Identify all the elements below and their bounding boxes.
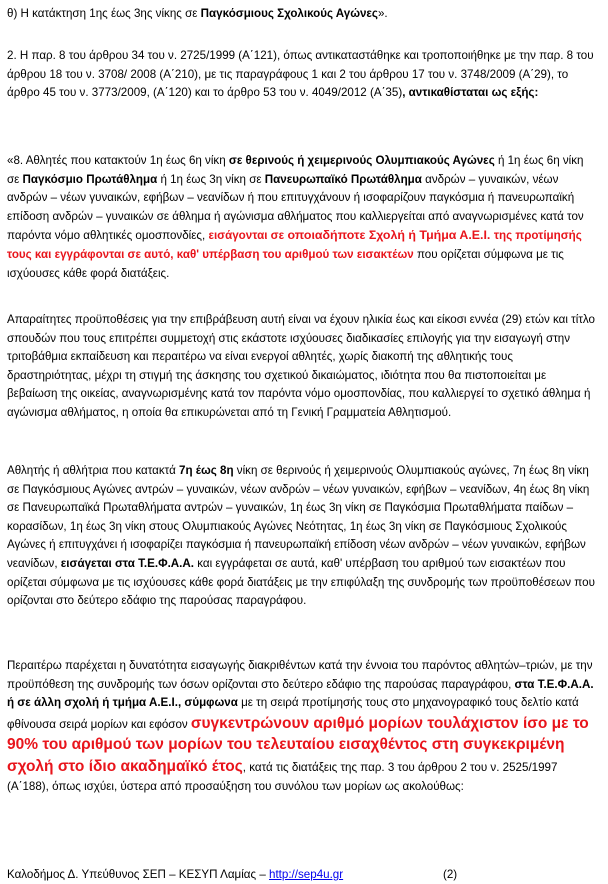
paragraph-further — [7, 657, 597, 796]
p8-text-a: «8. Αθλητές που κατακτούν 1η έως 6η νίκη — [7, 154, 229, 167]
further-text-a: Περαιτέρω παρέχεται η δυνατότητα εισαγωγής διακριθέντων κατά την έννοια του παρόντος αθλητών–τριών, με την προϋπόθεση της συνδρομής των όσων ορίζονται στο δεύτερο εδάφιο της παρούσας παραγράφου, — [7, 659, 593, 691]
paragraph-2 — [7, 47, 597, 103]
paragraph-8 — [7, 152, 597, 283]
p8-world-bold: Παγκόσμιο Πρωτάθλημα — [22, 172, 158, 186]
athlete-bold-tefaa: εισάγεται στα Τ.Ε.Φ.Α.Α. — [60, 556, 194, 570]
page-footer — [7, 868, 458, 881]
athlete-text-c: νίκη σε θερινούς ή χειμερινούς Ολυμπιακούς αγώνες, 7η έως 8η νίκη σε Παγκόσμιους Αγώνες αντρών – γυναικών, νέων ανδρών – νέων γυναικών, εφήβων – νεανίδων, 4η έως 8η νίκη σε Πανευρωπαϊκά Πρωταθλήματα αντρών – γυναικών, 1η έως 3η νίκη σε Παγκόσμια Πρωταθλήματα παίδων – κορασίδων, 1η έως 3η νίκη στους Ολυμπιακούς Αγώνες Νεότητας, 1η έως 3η νίκη σε Παγκόσμιους Σχολικούς Αγώνες ή επιτυγχάνει ή ισοφαρίζει παγκόσμια ή πανευρωπαϊκή επίδοση νέων ανδρών – νέων γυναικών, εφήβων νεανίδων, — [7, 464, 590, 570]
prereq-text: Απαραίτητες προϋποθέσεις για την επιβράβευση αυτή είναι να έχουν ηλικία έως και είκοσι εννέα (29) ετών και τίτλο σπουδών που τους επιτρέπει συμμετοχή στις εκάστοτε ισχύουσες διαδικασίες επιλογής για την εισαγωγή στην τριτοβάθμια εκπαίδευση και περαιτέρω να είναι ενεργοί αθλητές, χωρίς διακοπή της αθλητικής τους δραστηριότητας, μέχρι τη στιγμή της άσκησης του σχετικού δικαιώματος, ιδιότητα που θα πιστοποιείται με βεβαίωση της οικείας, αναγνωρισμένης κατά τον παρόντα νόμο ομοσπονδίας, που καλλιεργεί το σχετικό άθλημα ή αγώνισμα αθλήματος, η οποία θα επικυρώνεται από τη Γενική Γραμματεία Αθλητισμού. — [7, 313, 595, 419]
footer-link[interactable]: http://sep4u.gr — [269, 868, 344, 881]
further-text-c: με τη σειρά προτίμησής τους στο μηχανογραφικό τους δελτίο κατά φθίνουσα σειρά μορίων και εφόσον — [7, 696, 579, 731]
para2-text: 2. Η παρ. 8 του άρθρου 34 του ν. 2725/1999 (Α΄121), όπως αντικαταστάθηκε και τροποποιήθηκε με την παρ. 8 του άρθρου 18 του ν. 3708/ 2008 (Α΄210), με τις παραγράφους 1 και 2 του άρθρου 17 του ν. 3748/2009 (Α΄29), το άρθρο 45 του ν. 3773/2009, (Α΄120) και το άρθρο 53 του ν. 4049/2012 (Α΄35) — [7, 49, 594, 100]
p8-european-bold: Πανευρωπαϊκό Πρωτάθλημα — [264, 172, 422, 186]
paragraph-athlete — [7, 462, 597, 611]
footer-text: Καλοδήμος Δ. Υπεύθυνος ΣΕΠ – ΚΕΣΥΠ Λαμίας – — [7, 868, 269, 881]
paragraph-theta — [7, 5, 597, 24]
theta-end: ». — [377, 7, 388, 20]
athlete-bold-rank: 7η έως 8η — [179, 464, 234, 477]
p8-red-enter: εισάγονται σε — [208, 229, 285, 243]
p8-red-any-school: οποιαδήποτε Σχολή ή Τμήμα Α.Ε.Ι. — [284, 228, 494, 243]
athlete-text-a: Αθλητής ή αθλήτρια που κατακτά — [7, 464, 180, 477]
page-number: (2) — [443, 868, 458, 881]
theta-text: θ) Η κατάκτηση 1ης έως 3ης νίκης σε — [7, 7, 201, 20]
further-text-e: , κατά τις διατάξεις της παρ. 3 του άρθρου 2 του ν. 2525/1997 (Α΄188), όπως ισχύει, ύστερα από προσαύξηση του συνόλου των μορίων ως ακολούθως: — [7, 760, 558, 793]
p8-text-c: ή 1η έως 6η νίκη σε — [7, 154, 584, 186]
athlete-text-e: και εγγράφεται σε αυτά, καθ' υπέρβαση του αριθμού των εισακτέων που ορίζεται σύμφωνα με τις ισχύουσες κάθε φορά διατάξεις με την επιφύλαξη της συνδρομής των προϋποθέσεων που ορίζονται στο δεύτερο εδάφιο της παρούσας παραγράφου. — [7, 556, 595, 608]
p8-text-k: που ορίζεται σύμφωνα με τις ισχύουσες κάθε φορά διατάξεις. — [7, 247, 564, 280]
p8-text-e: ή 1η έως 3η νίκη σε — [157, 172, 265, 186]
p8-text-g: ανδρών – γυναικών, νέων ανδρών – νέων γυναικών, εφήβων – νεανίδων ή που επιτυγχάνουν ή ισοφαρίζουν παγκόσμια ή πανευρωπαϊκή επίδοση ανδρών – γυναικών σε άθλημα ή αγώνισμα αθλήματος που καλλιεργείται από αναγνωρισμένες κατά τον παρόντα νόμο αθλητικές ομοσπονδίες, — [7, 172, 584, 243]
theta-bold: Παγκόσμιους Σχολικούς Αγώνες — [200, 7, 378, 20]
further-red-90-percent: συγκεντρώνουν αριθμό μορίων τουλάχιστον ίσο με το 90% του αριθμού των μορίων του τελευταίου εισαχθέντος στη συγκεκριμένη σχολή στο ίδιο ακαδημαϊκό έτος — [7, 714, 589, 775]
further-bold: στα Τ.Ε.Φ.Α.Α. ή σε άλλη σχολή ή τμήμα Α.Ε.Ι., σύμφωνα — [7, 677, 594, 710]
para2-bold: , αντικαθίσταται ως εξής: — [402, 86, 539, 100]
paragraph-prerequisites — [7, 311, 597, 423]
p8-red-preference: της προτίμησής τους και εγγράφονται σε αυτό, καθ' υπέρβαση του αριθμού των εισακτέων — [7, 229, 582, 261]
p8-olympic-bold: σε θερινούς ή χειμερινούς Ολυμπιακούς Αγώνες — [228, 154, 495, 167]
